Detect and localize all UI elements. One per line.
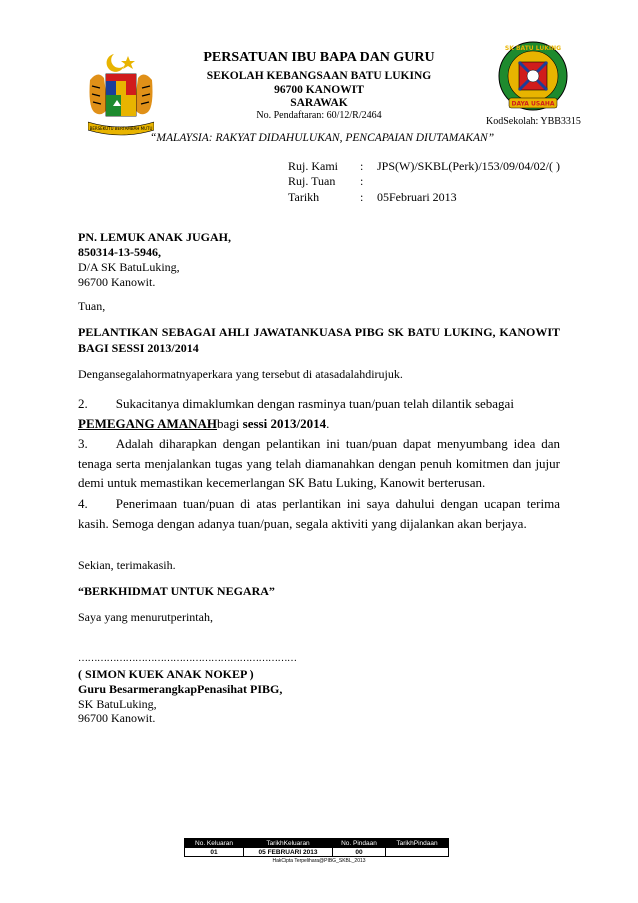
org-name: PERSATUAN IBU BAPA DAN GURU [203, 50, 435, 65]
postcode-town: 96700 KANOWIT [274, 84, 364, 96]
paragraph-2: 2. Sukacitanya dimaklumkan dengan rasminya tuan/puan telah dilantik sebagai PEMEGANG AMANAHbagi sessi 2013/2014. [78, 396, 514, 431]
registration-number: No. Pendaftaran: 60/12/R/2464 [256, 110, 382, 121]
our-reference: Ruj. Kami : JPS(W)/SKBL(Perk)/153/09/04/02/( ) [288, 159, 560, 173]
recipient-address-2: 96700 Kanowit. [78, 275, 156, 289]
state-name: SARAWAK [290, 97, 348, 109]
salutation: Tuan, [78, 299, 106, 313]
left-logo-text: BERSEKUTU BERTAMBAH MUTU [89, 126, 153, 131]
footer-header-issue-date: TarikhKeluaran [244, 839, 333, 848]
paragraph-3: 3. Adalah diharapkan dengan pelantikan ini tuan/puan dapat menyumbang idea dan tenaga serta menjalankan tugas yang telah diamanahkan dengan penuh komitmen dan jujur demi untuk memastikan kecemerlangan SK Batu Luking, Kanowit berterusan. [78, 436, 560, 490]
closing-line: Sekian, terimakasih. [78, 558, 176, 572]
right-logo-bottom-text: DAYA USAHA [511, 100, 555, 108]
role-title: PEMEGANG AMANAH [78, 415, 218, 431]
signatory-title: Guru BesarmerangkapPenasihat PIBG, [78, 682, 283, 696]
recipient-name: PN. LEMUK ANAK JUGAH, [78, 230, 231, 244]
your-reference: Ruj. Tuan : [288, 174, 364, 188]
footer-header-issue-no: No. Keluaran [185, 839, 244, 848]
footer-amendment-date [386, 848, 449, 857]
recipient-ic: 850314-13-5946, [78, 245, 161, 259]
school-name: SEKOLAH KEBANGSAAN BATU LUKING [206, 70, 432, 82]
document-control-table [184, 838, 449, 857]
footer-amendment-no: 00 [333, 848, 386, 857]
footer-header-amendment-date: TarikhPindaan [386, 839, 449, 848]
signatory-address-1: SK BatuLuking, [78, 697, 157, 711]
right-logo-top-text: SK BATU LUKING [504, 45, 562, 52]
footer-issue-date: 05 FEBRUARI 2013 [244, 848, 333, 857]
intro-line: Dengansegalahormatnyaperkara yang tersebut di atasadalahdirujuk. [78, 367, 403, 381]
sign-off: Saya yang menurutperintah, [78, 610, 213, 624]
signatory-address-2: 96700 Kanowit. [78, 711, 156, 725]
signature-line: …………………………………………………………… [78, 653, 297, 664]
motto: “MALAYSIA: RAKYAT DIDAHULUKAN, PENCAPAIAN DIUTAMAKAN” [150, 132, 495, 144]
recipient-address-1: D/A SK BatuLuking, [78, 260, 180, 274]
signatory-name: ( SIMON KUEK ANAK NOKEP ) [78, 667, 254, 681]
footer-issue-no: 01 [185, 848, 244, 857]
footer-header-amendment-no: No. Pindaan [333, 839, 386, 848]
subject-line: PELANTIKAN SEBAGAI AHLI JAWATANKUASA PIBG SK BATU LUKING, KANOWIT BAGI SESSI 2013/2014 [78, 325, 560, 355]
paragraph-4: 4. Penerimaan tuan/puan di atas perlantikan ini saya dahului dengan ucapan terima kasih. Semoga dengan adanya tuan/puan, segala aktiviti yang dijalankan akan berjaya. [78, 496, 560, 531]
copyright-notice: HakCipta Terpelihara@PIBG_SKBL_2013 [272, 858, 366, 864]
session-year: sessi 2013/2014 [242, 415, 327, 431]
letter-date: Tarikh : 05Februari 2013 [288, 190, 457, 204]
school-code: KodSekolah: YBB3315 [486, 116, 581, 127]
slogan: “BERKHIDMAT UNTUK NEGARA” [78, 584, 275, 598]
